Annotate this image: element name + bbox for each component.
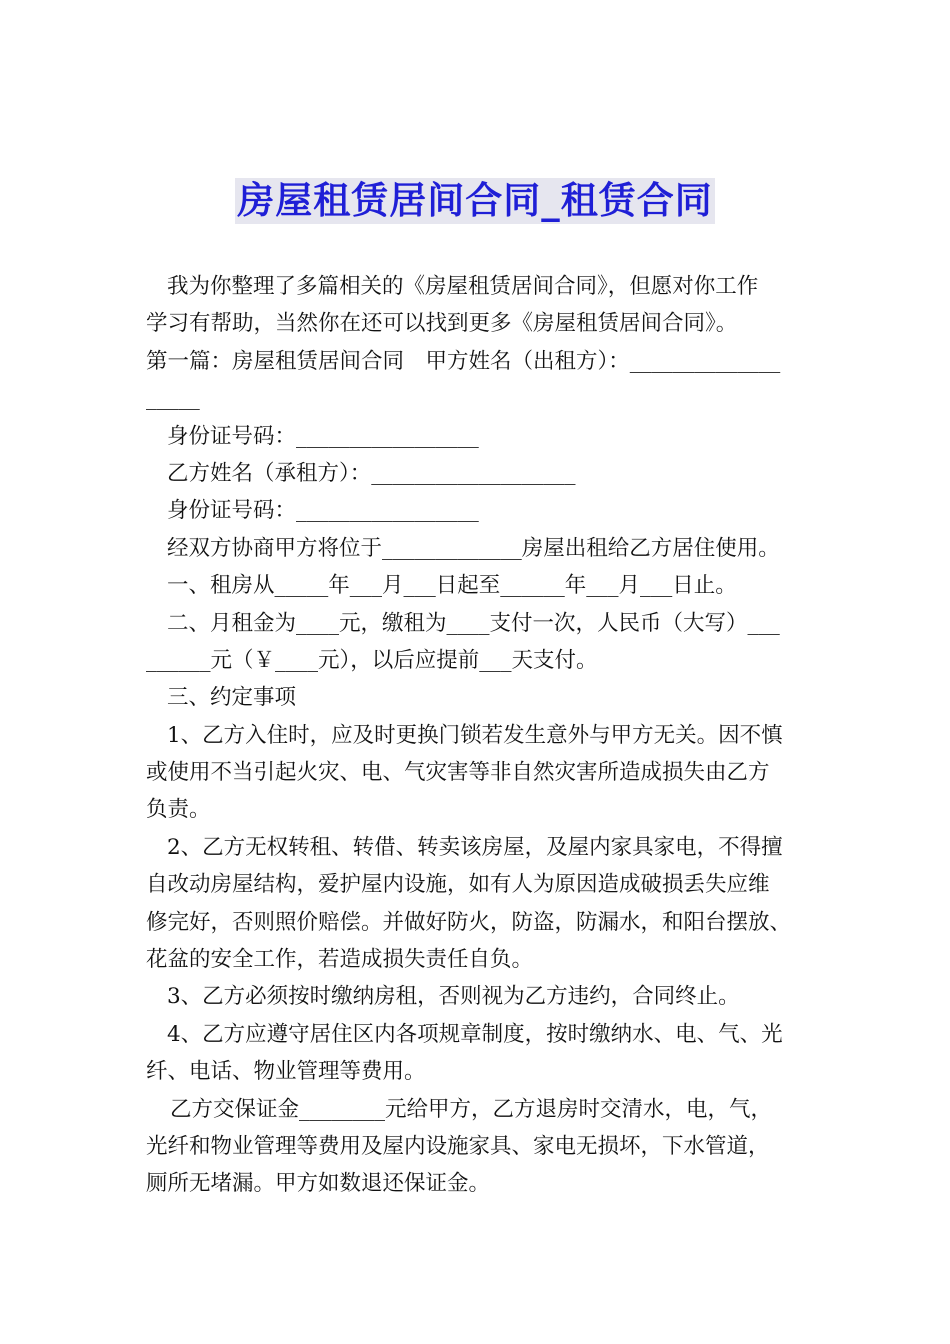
text-line: 乙方交保证金________元给甲方，乙方退房时交清水，电，气， bbox=[170, 1096, 773, 1122]
text-line: 二、月租金为____元，缴租为____支付一次，人民币（大写）___ bbox=[167, 610, 780, 636]
title-container bbox=[0, 178, 950, 224]
text-line: 3、乙方必须按时缴纳房租，否则视为乙方违约，合同终止。 bbox=[167, 984, 740, 1010]
document-title: 房屋租赁居间合同_租赁合同 bbox=[237, 179, 713, 222]
text-line: 第一篇：房屋租赁居间合同 甲方姓名（出租方）：______________ bbox=[146, 348, 781, 374]
text-line: 经双方协商甲方将位于_____________房屋出租给乙方居住使用。 bbox=[167, 535, 780, 561]
text-line: 身份证号码：_________________ bbox=[167, 423, 479, 449]
text-line: 1、乙方入住时，应及时更换门锁若发生意外与甲方无关。因不慎 bbox=[167, 722, 783, 748]
text-line: 4、乙方应遵守居住区内各项规章制度，按时缴纳水、电、气、光 bbox=[167, 1021, 783, 1047]
text-line: 负责。 bbox=[146, 797, 211, 823]
text-line: 学习有帮助，当然你在还可以找到更多《房屋租赁居间合同》。 bbox=[146, 311, 738, 337]
text-line: ______元（￥____元），以后应提前___天支付。 bbox=[146, 647, 598, 673]
text-line: 2、乙方无权转租、转借、转卖该房屋，及屋内家具家电，不得擅 bbox=[167, 834, 783, 860]
text-line: 光纤和物业管理等费用及屋内设施家具、家电无损坏，下水管道， bbox=[146, 1133, 770, 1159]
text-line: 纤、电话、物业管理等费用。 bbox=[146, 1059, 426, 1085]
text-line: 厕所无堵漏。甲方如数退还保证金。 bbox=[146, 1171, 491, 1197]
text-line: 我为你整理了多篇相关的《房屋租赁居间合同》，但愿对你工作 bbox=[167, 274, 759, 299]
text-line: 乙方姓名（承租方）：___________________ bbox=[167, 460, 576, 486]
text-line: _____ bbox=[146, 386, 200, 412]
text-line: 或使用不当引起火灾、电、气灾害等非自然灾害所造成损失由乙方 bbox=[146, 760, 770, 786]
text-line: 一、租房从_____年___月___日起至______年___月___日止。 bbox=[167, 573, 737, 599]
text-line: 自改动房屋结构，爱护屋内设施，如有人为原因造成破损丢失应维 bbox=[146, 872, 770, 898]
document-body bbox=[146, 268, 826, 1203]
text-line: 三、约定事项 bbox=[167, 685, 297, 711]
text-line: 修完好，否则照价赔偿。并做好防火，防盗，防漏水，和阳台摆放、 bbox=[146, 909, 792, 935]
text-line: 花盆的安全工作，若造成损失责任自负。 bbox=[146, 947, 534, 973]
text-line: 身份证号码：_________________ bbox=[167, 498, 479, 524]
